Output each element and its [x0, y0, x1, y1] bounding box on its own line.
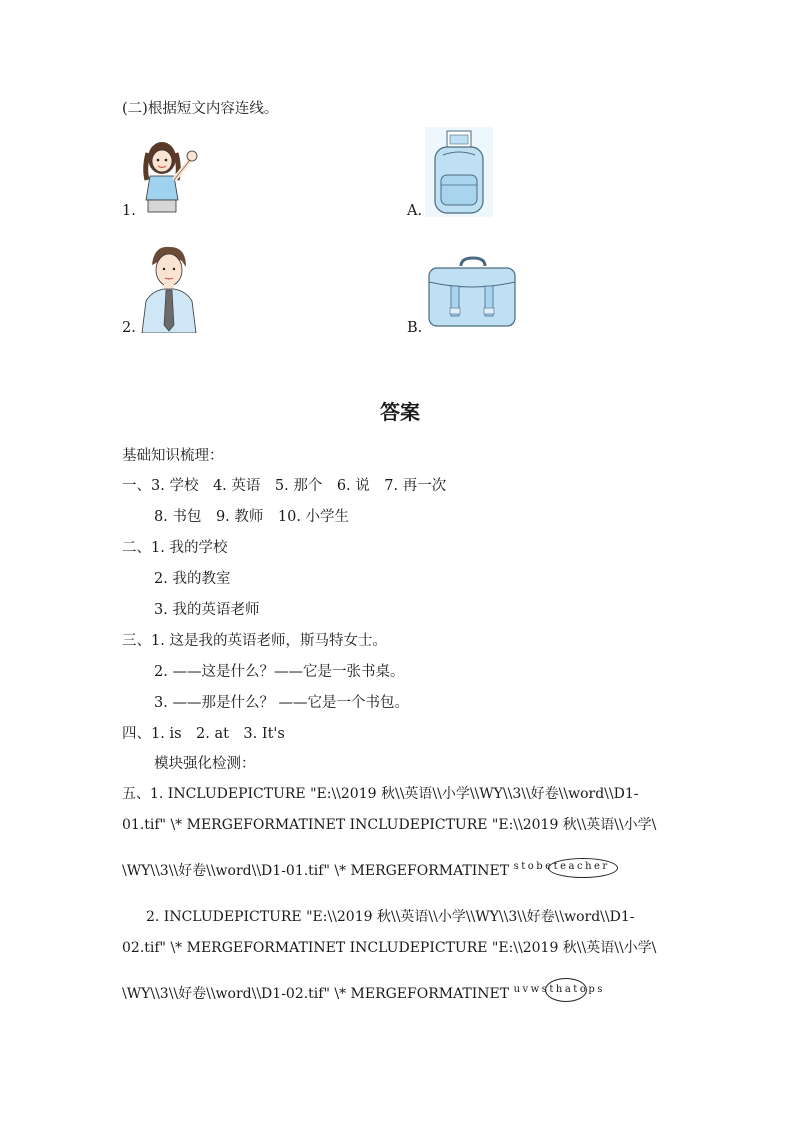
- section-5-b-circle: [545, 978, 587, 1002]
- section-5-b-circled-word: [549, 984, 579, 995]
- section-5-a-circled-text: teacher: [553, 861, 610, 872]
- section-5-b-circled-text: that: [549, 984, 580, 995]
- section-2-line-3: 3. 我的英语老师: [154, 602, 260, 618]
- section-4-line-1: 四、1. is 2. at 3. It's: [122, 726, 285, 742]
- section-1-line-2: 8. 书包 9. 教师 10. 小学生: [154, 509, 350, 525]
- section-5-b-line-1: 2. INCLUDEPICTURE "E:\\2019 秋\\英语\\小学\\WY\\3\\好卷\\word\\D1-: [146, 909, 635, 925]
- section-5-a-line-2: 01.tif" \* MERGEFORMATINET INCLUDEPICTURE "E:\\2019 秋\\英语\\小学\: [122, 817, 657, 833]
- section-2-line-1: 二、1. 我的学校: [122, 540, 228, 556]
- item-1-label: 1.: [122, 203, 136, 219]
- section-3-line-2: 2. ——这是什么？——它是一张书桌。: [154, 664, 405, 680]
- option-a-label: A.: [407, 203, 423, 219]
- section-5-a-circle: [548, 858, 618, 878]
- man-with-tie-image: [138, 243, 200, 333]
- section-3-line-3: 3. ——那是什么？ ——它是一个书包。: [154, 695, 410, 711]
- section-3-line-1: 三、1. 这是我的英语老师，斯马特女士。: [122, 633, 387, 649]
- briefcase-schoolbag-image: [425, 256, 519, 330]
- section-5-b-letters-before: uvws: [513, 984, 550, 995]
- section-5-a-line-1: 五、1. INCLUDEPICTURE "E:\\2019 秋\\英语\\小学\\WY\\3\\好卷\\word\\D1-: [122, 786, 639, 802]
- section-2-line-2: 2. 我的教室: [154, 571, 231, 587]
- section-5-a-line-3-text: \WY\\3\\好卷\\word\\D1-01.tif" \* MERGEFORMATINET: [122, 863, 510, 879]
- backpack-image: [425, 127, 493, 217]
- item-2-label: 2.: [122, 320, 136, 336]
- section-5-b-letters-after: ops: [579, 984, 605, 995]
- section-5-b-line-2: 02.tif" \* MERGEFORMATINET INCLUDEPICTURE "E:\\2019 秋\\英语\\小学\: [122, 940, 657, 956]
- girl-waving-image: [136, 138, 202, 216]
- answer-title: 答案: [380, 400, 420, 424]
- section-5-a-circled-word: [554, 861, 610, 872]
- section-1-line-1: 一、3. 学校 4. 英语 5. 那个 6. 说 7. 再一次: [122, 478, 447, 494]
- exercise-heading: (二)根据短文内容连线。: [122, 101, 279, 117]
- basic-knowledge-heading: 基础知识梳理：: [122, 448, 224, 464]
- option-b-label: B.: [407, 320, 423, 336]
- section-5-b-line-3: [122, 983, 605, 1003]
- module-test-heading: 模块强化检测：: [154, 756, 256, 772]
- section-5-b-line-3-text: \WY\\3\\好卷\\word\\D1-02.tif" \* MERGEFORMATINET: [122, 986, 510, 1002]
- section-5-a-line-3: [122, 860, 610, 880]
- section-5-a-letters: stobe: [513, 861, 554, 872]
